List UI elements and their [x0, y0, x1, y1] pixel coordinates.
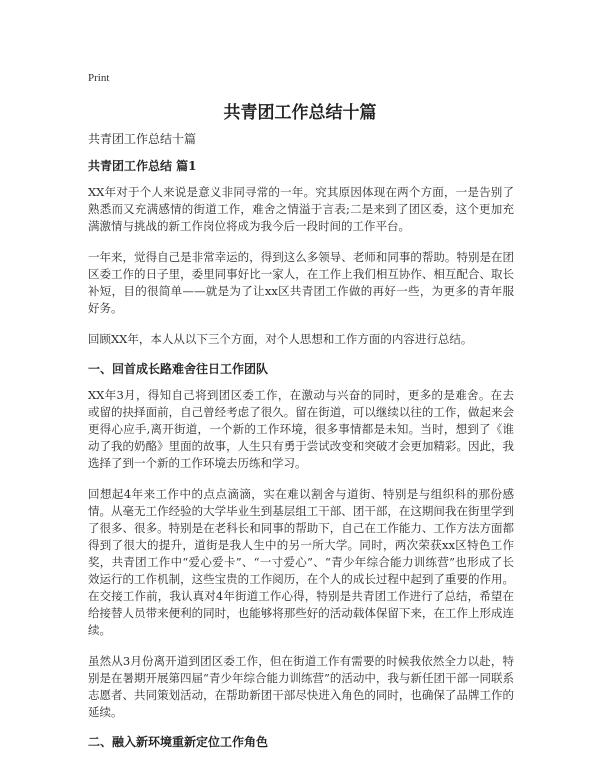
document-title: 共青团工作总结十篇 — [223, 103, 377, 123]
document-body — [88, 132, 514, 760]
document-subtitle: 共青团工作总结十篇 — [88, 132, 197, 146]
subheading-one: 一、回首成长路难舍往日工作团队 — [88, 362, 269, 376]
print-link[interactable]: Print — [88, 72, 110, 84]
paragraph-3: 回顾XX年，本人从以下三个方面，对个人思想和工作方面的内容进行总结。 — [88, 332, 473, 346]
subheading-two: 二、融入新环境重新定位工作角色 — [88, 735, 269, 749]
paragraph-6: 虽然从3月份离开道到团区委工作，但在街道工作有需要的时候我依然全力以赴，特别是在暑期开展第四届“青少年综合能力训练营”的活动中，我与新任团干部一同联系志愿者、共同策划活动，在帮助新团干部尽快进入角色的同时，也确保了品牌工作的延续。 — [88, 654, 514, 719]
paragraph-1: XX年对于个人来说是意义非同寻常的一年。究其原因体现在两个方面，一是告别了熟悉而又充满感情的街道工作，难舍之情溢于言表;二是来到了团区委，这个更加充满激情与挑战的新工作岗位将成为我今后一段时间的工作平台。 — [88, 185, 514, 233]
paragraph-4: XX年3月，得知自己将到团区委工作，在激动与兴奋的同时，更多的是难舍。在去或留的抉择面前，自己曾经考虑了很久。留在街道，可以继续以往的工作，做起来会更得心应手,离开街道，一个新的工作环境，很多事情都是未知。当时，想到了《谁动了我的奶酪》里面的故事，人生只有勇于尝试改变和突破才会更加精彩。因此，我选择了到一个新的工作环境去历练和学习。 — [88, 388, 514, 470]
paragraph-2: 一年来，觉得自己是非常幸运的，得到这么多领导、老师和同事的帮助。特别是在团区委工作的日子里，委里同事好比一家人，在工作上我们相互协作、相互配合、取长补短，目的很简单——就是为了让xx区共青团工作做的再好一些，为更多的青年服好务。 — [88, 250, 514, 315]
paragraph-5: 回想起4年来工作中的点点滴滴，实在难以割舍与道街、特别是与组织科的那份感情。从毫无工作经验的大学毕业生到基层组工干部、团干部，在这期间我在街里学到了很多、很多。特别是在老科长和同事的帮助下，自己在工作能力、工作方法方面都得到了很大的提升，道街是我人生中的另一所大学。同时，两次荣获xx区特色工作奖，共青团工作中“爱心爱卡”、“一寸爱心”、“青少年综合能力训练营”也形成了长效运行的工作机制，这些宝贵的工作阅历，在个人的成长过程中起到了重要的作用。在交接工作前，我认真对4年街道工作心得，特别是共青团工作进行了总结，希望在给接替人员带来便利的同时，也能够将那些好的活动载体保留下来，在工作上形成连续。 — [88, 487, 514, 637]
section-heading-1: 共青团工作总结 篇1 — [88, 159, 197, 173]
